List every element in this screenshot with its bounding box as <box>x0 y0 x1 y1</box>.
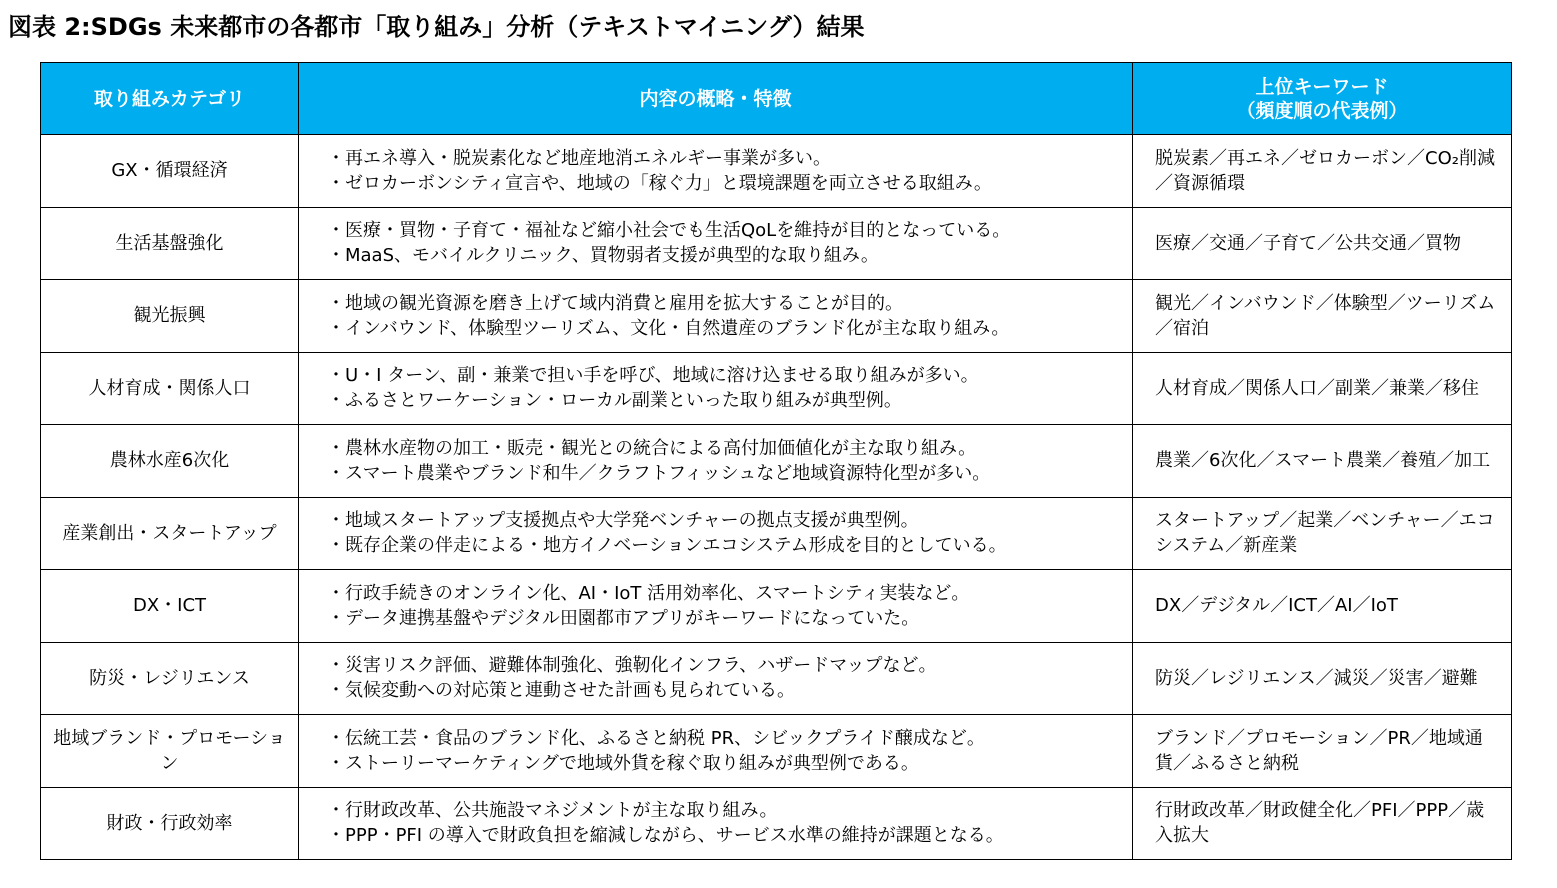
summary-cell <box>299 425 1133 498</box>
analysis-table <box>40 62 1512 860</box>
table-row <box>41 280 1512 353</box>
category-cell: 地域ブランド・プロモーション <box>41 715 299 788</box>
summary-cell <box>299 715 1133 788</box>
summary-cell <box>299 207 1133 280</box>
keywords-cell: スタートアップ／起業／ベンチャー／エコシステム／新産業 <box>1133 497 1512 570</box>
keywords-cell: 防災／レジリエンス／減災／災害／避難 <box>1133 642 1512 715</box>
summary-line: ・災害リスク評価、避難体制強化、強靭化インフラ、ハザードマップなど。 <box>327 655 937 677</box>
table-header-row <box>41 63 1512 135</box>
summary-cell <box>299 642 1133 715</box>
summary-line: ・ゼロカーボンシティ宣言や、地域の「稼ぐ力」と環境課題を両立させる取組み。 <box>327 172 992 194</box>
keywords-cell: 人材育成／関係人口／副業／兼業／移住 <box>1133 352 1512 425</box>
category-cell: DX・ICT <box>41 570 299 643</box>
table-row <box>41 715 1512 788</box>
summary-line: ・伝統工芸・食品のブランド化、ふるさと納税 PR、シビックプライド醸成など。 <box>327 727 985 749</box>
summary-line: ・医療・買物・子育て・福祉など縮小社会でも生活QoLを維持が目的となっている。 <box>327 220 1011 242</box>
category-cell: GX・循環経済 <box>41 135 299 208</box>
summary-line: ・U・I ターン、副・兼業で担い手を呼び、地域に溶け込ませる取り組みが多い。 <box>327 365 979 387</box>
summary-line: ・MaaS、モバイルクリニック、買物弱者支援が典型的な取り組み。 <box>327 245 879 267</box>
table-row <box>41 425 1512 498</box>
summary-line: ・インバウンド、体験型ツーリズム、文化・自然遺産のブランド化が主な取り組み。 <box>327 317 1010 339</box>
category-cell: 生活基盤強化 <box>41 207 299 280</box>
figure-title: 図表 2:SDGs 未来都市の各都市「取り組み」分析（テキストマイニング）結果 <box>8 13 865 41</box>
table-row <box>41 570 1512 643</box>
header-keywords-line2: （頻度順の代表例） <box>1236 99 1408 122</box>
summary-line: ・ストーリーマーケティングで地域外貨を稼ぐ取り組みが典型例である。 <box>327 752 919 774</box>
header-category: 取り組みカテゴリ <box>41 63 299 135</box>
keywords-cell: 行財政改革／財政健全化／PFI／PPP／歳入拡大 <box>1133 787 1512 860</box>
summary-line: ・行財政改革、公共施設マネジメントが主な取り組み。 <box>327 800 778 822</box>
header-keywords-line1: 上位キーワード <box>1255 75 1389 98</box>
summary-cell <box>299 352 1133 425</box>
table-row <box>41 207 1512 280</box>
category-cell: 産業創出・スタートアップ <box>41 497 299 570</box>
table-row <box>41 352 1512 425</box>
summary-line: ・農林水産物の加工・販売・観光との統合による高付加価値化が主な取り組み。 <box>327 437 977 459</box>
table-row <box>41 642 1512 715</box>
summary-line: ・PPP・PFI の導入で財政負担を縮減しながら、サービス水準の維持が課題となる。 <box>327 825 1004 847</box>
keywords-cell: 脱炭素／再エネ／ゼロカーボン／CO₂削減／資源循環 <box>1133 135 1512 208</box>
category-cell: 観光振興 <box>41 280 299 353</box>
keywords-cell: 農業／6次化／スマート農業／養殖／加工 <box>1133 425 1512 498</box>
header-summary: 内容の概略・特徴 <box>299 63 1133 135</box>
table-row <box>41 497 1512 570</box>
summary-line: ・スマート農業やブランド和牛／クラフトフィッシュなど地域資源特化型が多い。 <box>327 462 991 484</box>
table-row <box>41 135 1512 208</box>
summary-line: ・気候変動への対応策と連動させた計画も見られている。 <box>327 680 795 702</box>
summary-line: ・地域スタートアップ支援拠点や大学発ベンチャーの拠点支援が典型例。 <box>327 510 919 532</box>
keywords-cell: 観光／インバウンド／体験型／ツーリズム／宿泊 <box>1133 280 1512 353</box>
summary-cell <box>299 280 1133 353</box>
summary-line: ・地域の観光資源を磨き上げて域内消費と雇用を拡大することが目的。 <box>327 292 903 314</box>
summary-line: ・既存企業の伴走による・地方イノベーションエコシステム形成を目的としている。 <box>327 535 1007 557</box>
category-cell: 防災・レジリエンス <box>41 642 299 715</box>
category-cell: 財政・行政効率 <box>41 787 299 860</box>
summary-cell <box>299 787 1133 860</box>
summary-line: ・行政手続きのオンライン化、AI・IoT 活用効率化、スマートシティ実装など。 <box>327 582 970 604</box>
summary-cell <box>299 135 1133 208</box>
summary-line: ・データ連携基盤やデジタル田園都市アプリがキーワードになっていた。 <box>327 607 920 629</box>
summary-cell <box>299 570 1133 643</box>
table-row <box>41 787 1512 860</box>
category-cell: 人材育成・関係人口 <box>41 352 299 425</box>
keywords-cell: ブランド／プロモーション／PR／地域通貨／ふるさと納税 <box>1133 715 1512 788</box>
summary-line: ・再エネ導入・脱炭素化など地産地消エネルギー事業が多い。 <box>327 147 831 169</box>
keywords-cell: 医療／交通／子育て／公共交通／買物 <box>1133 207 1512 280</box>
header-keywords <box>1133 63 1512 135</box>
keywords-cell: DX／デジタル／ICT／AI／IoT <box>1133 570 1512 643</box>
summary-cell <box>299 497 1133 570</box>
summary-line: ・ふるさとワーケーション・ローカル副業といった取り組みが典型例。 <box>327 390 902 412</box>
category-cell: 農林水産6次化 <box>41 425 299 498</box>
